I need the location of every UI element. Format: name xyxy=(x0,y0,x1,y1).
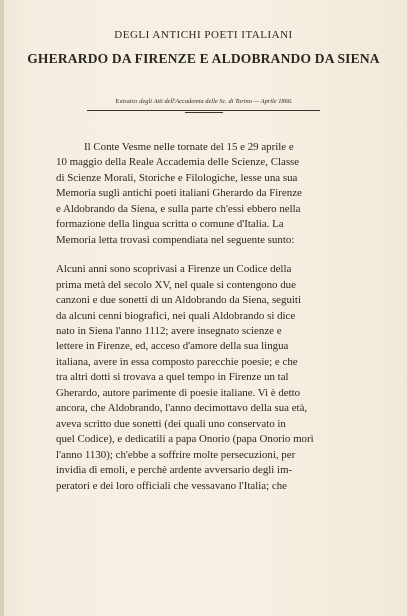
text-line: 10 maggio della Reale Accademia delle Scienze, Classe xyxy=(56,156,300,169)
text-line: canzoni e due sonetti di un Aldobrando da Siena, seguiti xyxy=(56,294,301,307)
header-supertitle: DEGLI ANTICHI POETI ITALIANI xyxy=(114,29,293,41)
text-line: e Aldobrando da Siena, e sulla parte ch'essi ebbero nella xyxy=(56,202,301,215)
header-short-rule xyxy=(185,112,223,113)
text-line: ancora, che Aldobrando, l'anno decimottavo della sua età, xyxy=(56,402,308,415)
text-line: italiana, avere in essa composto parecchie poesie; e che xyxy=(56,355,298,368)
text-line: Il Conte Vesme nelle tornate del 15 e 29 aprile e xyxy=(84,141,294,153)
paragraph-1 xyxy=(56,140,343,248)
text-line: formazione della lingua scritta o comune d'Italia. La xyxy=(56,218,284,231)
text-line: quel Codice), e dedicatili a papa Onorio (papa Onorio morì xyxy=(56,433,314,446)
text-line: di Scienze Morali, Storiche e Filologiche, lesse una sua xyxy=(56,171,298,184)
text-line: prima metà del secolo XV, nel quale si contengono due xyxy=(56,278,296,291)
text-line: invidia di emoli, e perchè ardente avversario degli im- xyxy=(56,464,293,477)
text-line: da alcuni cenni biografici, nei quali Aldobrando si dice xyxy=(56,309,296,322)
excerpt-text: degli Atti dell'Accademia delle Sc. di Torino — Aprile 1866. xyxy=(139,98,293,105)
text-line: nato in Siena l'anno 1112; avere insegnato scienze e xyxy=(56,324,282,337)
header-rule xyxy=(87,110,320,111)
text-line: tra altri dotti si trovava a quel tempo in Firenze un tal xyxy=(56,371,289,384)
text-line: Memoria sugli antichi poeti italiani Gherardo da Firenze xyxy=(56,187,302,200)
header-title: GHERARDO DA FIRENZE E ALDOBRANDO DA SIENA xyxy=(27,51,380,66)
text-line: aveva scritto due sonetti (dei quali uno conservato in xyxy=(56,417,286,430)
excerpt-note xyxy=(88,98,320,105)
text-line: Gherardo, autore parimente di poesie italiane. Vi è detto xyxy=(56,386,301,399)
excerpt-label: Estratto xyxy=(115,98,138,105)
page-edge xyxy=(0,0,4,616)
text-line: peratori e dei loro officiali che vessavano l'Italia; che xyxy=(56,479,287,492)
paragraph-2 xyxy=(56,262,343,494)
text-line: lettere in Firenze, ed, acceso d'amore della sua lingua xyxy=(56,340,289,353)
body-text xyxy=(56,140,343,494)
text-line: Memoria letta trovasi compendiata nel seguente sunto: xyxy=(56,233,295,246)
text-line: l'anno 1130); ch'ebbe a soffrire molte persecuzioni, per xyxy=(56,448,296,461)
text-line: Alcuni anni sono scoprivasi a Firenze un Codice della xyxy=(56,263,292,276)
